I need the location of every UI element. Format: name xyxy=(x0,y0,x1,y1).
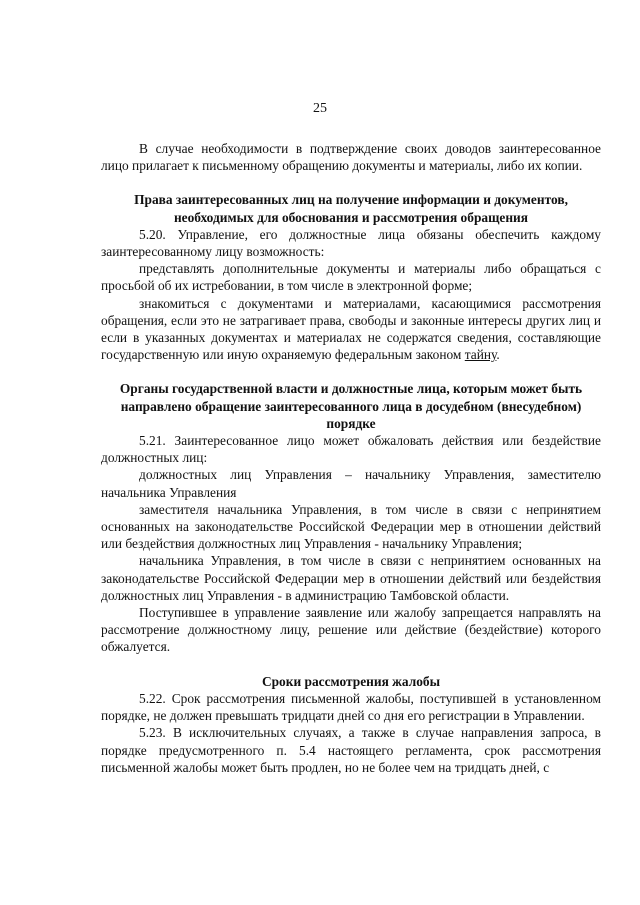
rights-item-2 xyxy=(101,295,601,364)
bodies-item-3: начальника Управления, в том числе в связи с непринятием основанных на законодательстве Российской Федерации мер в отношении действий или бездействия должностных лиц Управления - в администрацию Тамбовской области. xyxy=(101,553,601,603)
rights-item-2-end: . xyxy=(496,347,500,363)
paragraph-5-20: 5.20. Управление, его должностные лица обязаны обеспечить каждому заинтересованному лицу возможность: xyxy=(101,226,601,260)
secret-link[interactable]: тайну xyxy=(464,347,497,363)
paragraph-5-21: 5.21. Заинтересованное лицо может обжаловать действия или бездействие должностных лиц: xyxy=(101,433,601,466)
section-spacer xyxy=(101,363,601,380)
bodies-item-2: заместителя начальника Управления, в том числе в связи с непринятием основанных на законодательстве Российской Федерации мер в отношении действий или бездействия должностных лиц Управления - начальнику Управления; xyxy=(101,501,601,552)
forwarding-prohibition-paragraph: Поступившее в управление заявление или жалобу запрещается направлять на рассмотрение должностному лицу, решение или действие (бездействие) которого обжалуется. xyxy=(101,605,601,655)
section-heading-bodies: Органы государственной власти и должностные лица, которым может быть направлено обращение заинтересованного лица в досудебном (внесудебном) порядке xyxy=(119,381,583,431)
section-heading-terms: Сроки рассмотрения жалобы xyxy=(261,673,441,689)
section-spacer xyxy=(101,174,601,191)
bodies-item-1: должностных лиц Управления – начальнику Управления, заместителю начальника Управления xyxy=(101,467,601,500)
document-body xyxy=(101,140,601,776)
paragraph-5-22: 5.22. Срок рассмотрения письменной жалобы, поступившей в установленном порядке, не должен превышать тридцати дней со дня его регистрации в Управлении. xyxy=(101,690,601,724)
section-heading-rights: Права заинтересованных лиц на получение информации и документов, необходимых для обоснования и рассмотрения обращения xyxy=(134,192,568,225)
section-spacer xyxy=(101,656,601,673)
paragraph-5-23: 5.23. В исключительных случаях, а также в случае направления запроса, в порядке предусмотренного п. 5.4 настоящего регламента, срок рассмотрения письменной жалобы может быть продлен, но не более чем на тридцать дней, с xyxy=(101,725,601,775)
rights-item-2-text: знакомиться с документами и материалами, касающимися рассмотрения обращения, если это не затрагивает права, свободы и законные интересы других лиц и если в указанных документах и материалах не содержатся сведения, составляющие государственную или иную охраняемую федеральным законом xyxy=(101,295,601,363)
page-number: 25 xyxy=(313,101,327,116)
intro-paragraph: В случае необходимости в подтверждение своих доводов заинтересованное лицо прилагает к письменному обращению документы и материалы, либо их копии. xyxy=(101,141,601,174)
rights-item-1: представлять дополнительные документы и материалы либо обращаться с просьбой об их истребовании, в том числе в электронной форме; xyxy=(101,261,601,294)
